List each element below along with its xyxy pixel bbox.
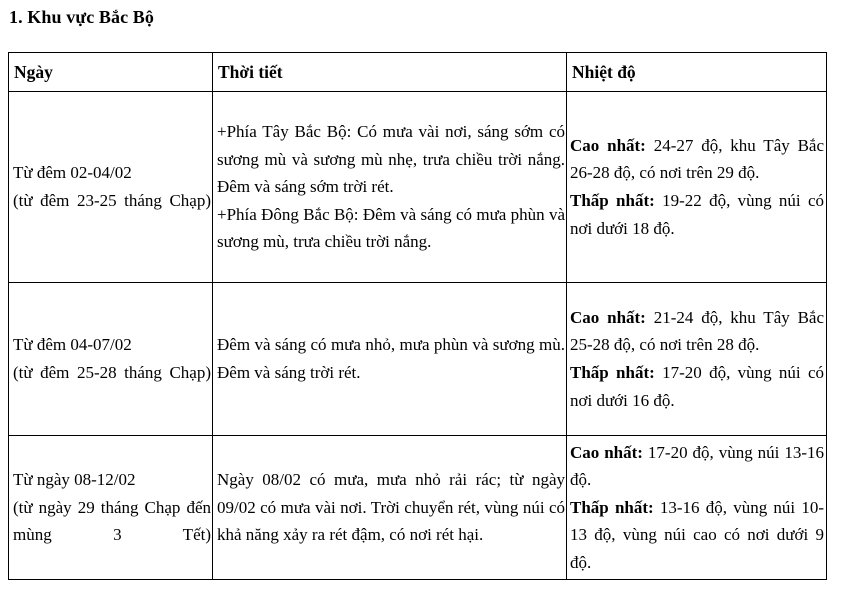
table-row bbox=[9, 283, 827, 436]
cell-temperature bbox=[567, 283, 827, 436]
cell-weather-content bbox=[213, 464, 566, 551]
temperature-max-value: 17-20 độ, vùng núi 13-16 độ. bbox=[570, 442, 825, 490]
temperature-min bbox=[570, 494, 824, 577]
cell-date bbox=[9, 436, 213, 580]
temperature-max-label: Cao nhất: bbox=[570, 442, 643, 462]
date-line-primary: Từ ngày 08-12/02 bbox=[13, 470, 136, 490]
cell-temperature-content bbox=[567, 302, 826, 416]
temperature-min-label: Thấp nhất: bbox=[570, 497, 654, 517]
table-body bbox=[9, 92, 827, 580]
column-header-temperature bbox=[567, 53, 827, 92]
cell-temperature bbox=[567, 92, 827, 283]
weather-paragraph: Ngày 08/02 có mưa, mưa nhỏ rải rác; từ ngày 09/02 có mưa vài nơi. Trời chuyển rét, vùng núi có khả năng xảy ra rét đậm, có nơi rét hại. bbox=[217, 470, 565, 545]
column-header-weather bbox=[213, 53, 567, 92]
temperature-max bbox=[570, 132, 824, 187]
temperature-max-value: 21-24 độ, khu Tây Bắc 25-28 độ, có nơi trên 28 độ. bbox=[570, 307, 825, 355]
date-line-lunar: (từ ngày 29 tháng Chạp đến mùng 3 Tết) bbox=[13, 497, 211, 545]
page-title: 1. Khu vực Bắc Bộ bbox=[9, 7, 155, 27]
table-row bbox=[9, 436, 827, 580]
cell-weather bbox=[213, 92, 567, 283]
cell-date-content bbox=[9, 464, 212, 551]
temperature-min-label: Thấp nhất: bbox=[570, 191, 655, 210]
weather-paragraph: +Phía Tây Bắc Bộ: Có mưa vài nơi, sáng sớm có sương mù và sương mù nhẹ, trưa chiều trời nắng. Đêm và sáng sớm trời rét. bbox=[217, 122, 565, 197]
table-row bbox=[9, 92, 827, 283]
date-line-lunar: (từ đêm 25-28 tháng Chạp) bbox=[13, 363, 211, 382]
temperature-min-value: 13-16 độ, vùng núi 10-13 độ, vùng núi cao có nơi dưới 9 độ. bbox=[570, 497, 824, 572]
column-header-date-label: Ngày bbox=[14, 61, 53, 82]
cell-temperature-content bbox=[567, 437, 826, 579]
table-header bbox=[9, 53, 827, 92]
column-header-temperature-label: Nhiệt độ bbox=[572, 61, 636, 82]
temperature-max bbox=[570, 304, 824, 359]
column-header-date bbox=[9, 53, 213, 92]
temperature-max bbox=[570, 439, 824, 494]
cell-temperature bbox=[567, 436, 827, 580]
temperature-min-value: 19-22 độ, vùng núi có nơi dưới 18 độ. bbox=[570, 191, 824, 238]
date-line-primary: Từ đêm 04-07/02 bbox=[13, 335, 132, 355]
weather-paragraph: Đêm và sáng có mưa nhỏ, mưa phùn và sương mù. Đêm và sáng trời rét. bbox=[217, 335, 565, 382]
weather-paragraph: +Phía Đông Bắc Bộ: Đêm và sáng có mưa phùn và sương mù, trưa chiều trời nắng. bbox=[217, 204, 565, 252]
forecast-table-container bbox=[8, 52, 826, 580]
date-line-primary: Từ đêm 02-04/02 bbox=[13, 163, 132, 183]
cell-weather bbox=[213, 283, 567, 436]
cell-temperature-content bbox=[567, 130, 826, 244]
column-header-weather-label: Thời tiết bbox=[218, 61, 283, 82]
cell-date bbox=[9, 92, 213, 283]
temperature-min bbox=[570, 187, 824, 242]
forecast-table bbox=[8, 52, 827, 580]
date-line-lunar: (từ đêm 23-25 tháng Chạp) bbox=[13, 191, 211, 210]
cell-weather-content bbox=[213, 329, 566, 388]
cell-weather-content bbox=[213, 116, 566, 258]
cell-date-content bbox=[9, 157, 212, 216]
temperature-min-value: 17-20 độ, vùng núi có nơi dưới 16 độ. bbox=[570, 363, 824, 410]
temperature-min-label: Thấp nhất: bbox=[570, 363, 655, 382]
temperature-max-label: Cao nhất: bbox=[570, 135, 646, 155]
cell-date bbox=[9, 283, 213, 436]
table-header-row bbox=[9, 53, 827, 92]
temperature-max-label: Cao nhất: bbox=[570, 307, 646, 327]
temperature-max-value: 24-27 độ, khu Tây Bắc 26-28 độ, có nơi trên 29 độ. bbox=[570, 135, 825, 183]
cell-weather bbox=[213, 436, 567, 580]
cell-date-content bbox=[9, 329, 212, 388]
temperature-min bbox=[570, 359, 824, 414]
